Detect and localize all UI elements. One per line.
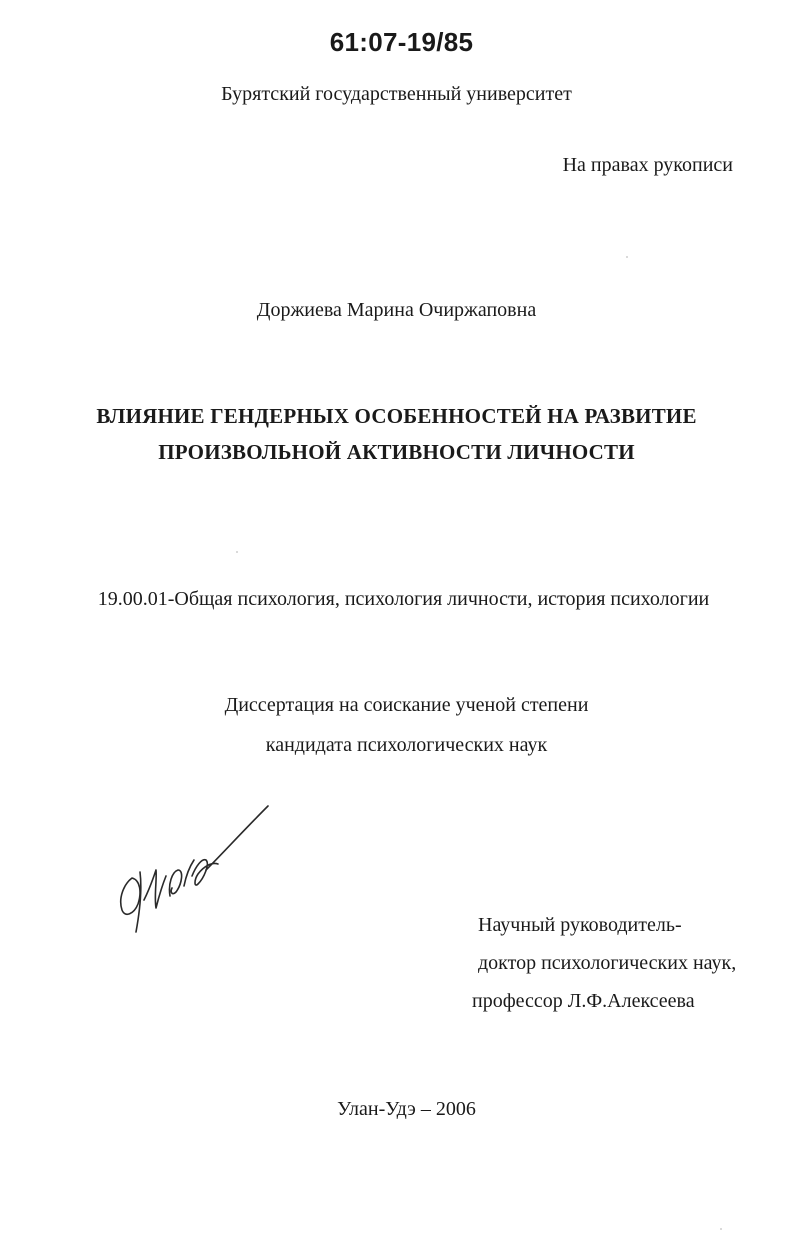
manuscript-rights-note: На правах рукописи: [562, 154, 733, 176]
supervisor-line-3: профессор Л.Ф.Алексеева: [472, 990, 695, 1012]
specialty-code: 19.00.01-Общая психология, психология личности, история психологии: [97, 588, 710, 610]
city-year: Улан-Удэ – 2006: [337, 1098, 476, 1120]
dissertation-title-line-1: ВЛИЯНИЕ ГЕНДЕРНЫХ ОСОБЕННОСТЕЙ НА РАЗВИТИЕ: [96, 404, 697, 428]
scan-speck: [720, 1228, 722, 1230]
supervisor-line-1: Научный руководитель-: [478, 914, 682, 936]
university-name: Бурятский государственный университет: [221, 83, 572, 105]
scan-speck: [236, 551, 238, 553]
scan-speck: [626, 256, 628, 258]
supervisor-line-2: доктор психологических наук,: [478, 952, 737, 974]
degree-line-2: кандидата психологических наук: [265, 734, 548, 756]
dissertation-title-line-2: ПРОИЗВОЛЬНОЙ АКТИВНОСТИ ЛИЧНОСТИ: [158, 440, 635, 464]
handwritten-signature: [110, 800, 280, 940]
author-name: Доржиева Марина Очиржаповна: [256, 299, 537, 321]
degree-line-1: Диссертация на соискание ученой степени: [224, 694, 589, 716]
catalog-number: 61:07-19/85: [329, 27, 474, 57]
